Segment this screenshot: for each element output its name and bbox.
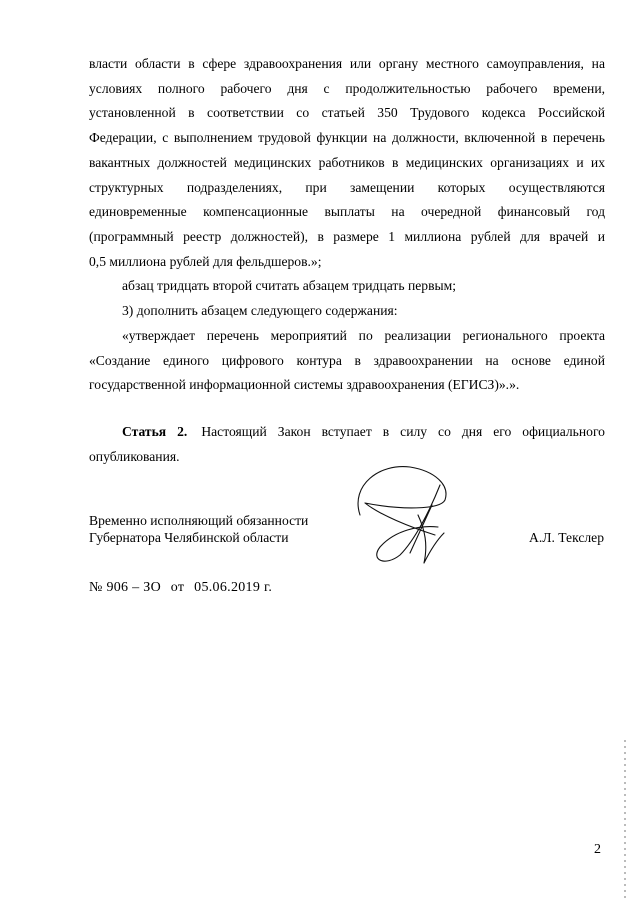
article-label: Статья 2. (122, 424, 188, 439)
text-line: власти области в сфере здравоохранения или органу местного самоуправления, на (89, 56, 605, 71)
paragraph-abzac: абзац тридцать второй считать абзацем тридцать первым; (122, 278, 457, 293)
text-line: вакантных должностей медицинских работников в медицинских организациях и их (89, 154, 605, 170)
law-number-value: № 906 – ЗО (89, 580, 161, 595)
paragraph-add: 3) дополнить абзацем следующего содержания: (122, 303, 398, 318)
paragraph-quote (89, 324, 605, 398)
text-line: установленной в соответствии со статьей 350 Трудового кодекса Российской (89, 105, 605, 121)
page-number: 2 (594, 842, 601, 857)
text-line: структурных подразделениях, при замещении которых осуществляются (89, 179, 605, 195)
text-line: (программный реестр должностей), в размере 1 миллиона рублей для врачей и (89, 228, 605, 244)
text-line: «Создание единого цифрового контура в здравоохранении на основе единой (89, 352, 605, 368)
position-line: Губернатора Челябинской области (89, 530, 289, 545)
article-2-line (89, 420, 605, 445)
position-line: Временно исполняющий обязанности (89, 513, 309, 528)
text-line: 0,5 миллиона рублей для фельдшеров.»; (89, 253, 322, 269)
article-2-line-2: опубликования. (89, 448, 180, 464)
text-line: условиях полного рабочего дня с продолжительностью рабочего времени, (89, 80, 605, 96)
law-number (89, 580, 278, 596)
signatory-name: А.Л. Текслер (529, 530, 604, 545)
law-date-word: от (170, 580, 185, 595)
text-line: «утверждает перечень мероприятий по реализации регионального проекта (122, 328, 605, 343)
scan-edge (624, 740, 626, 900)
signatory-position (89, 512, 308, 546)
handwritten-signature (340, 455, 470, 575)
text-line: Федерации, с выполнением трудовой функции на должности, включенной в перечень (89, 130, 605, 146)
text-line: единовременные компенсационные выплаты на очередной финансовый год (89, 204, 605, 220)
text-line: государственной информационной системы здравоохранения (ЕГИСЗ)».». (89, 377, 520, 393)
law-date: 05.06.2019 г. (194, 580, 273, 595)
paragraph-main (89, 52, 605, 274)
article-text: Настоящий Закон вступает в силу со дня его официального (201, 424, 605, 439)
